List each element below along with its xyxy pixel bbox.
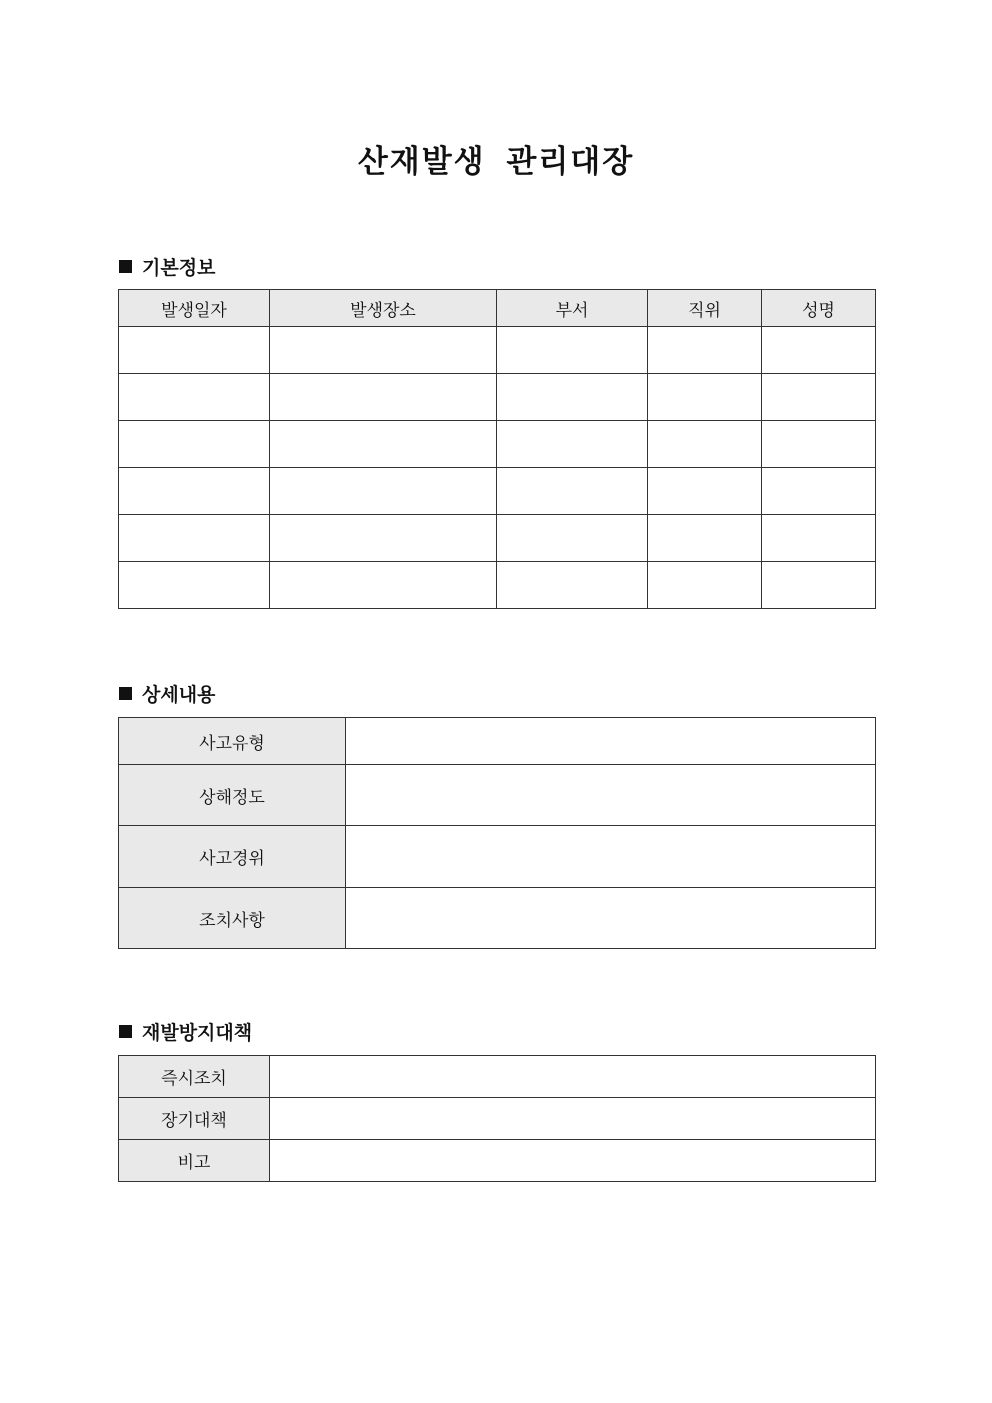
table-cell[interactable] [497,374,648,421]
table-cell[interactable] [119,421,270,468]
row-value-remarks[interactable] [270,1140,876,1182]
section-heading-prevention [119,1018,252,1045]
square-bullet-icon [119,687,132,700]
table-cell[interactable] [497,468,648,515]
table-row [119,515,876,562]
square-bullet-icon [119,1025,132,1038]
row-label-accident-type: 사고유형 [119,718,346,765]
table-cell[interactable] [119,562,270,609]
column-header-date: 발생일자 [119,290,270,327]
table-cell[interactable] [119,374,270,421]
row-label-remarks: 비고 [119,1140,270,1182]
table-cell[interactable] [762,468,876,515]
table-cell[interactable] [762,374,876,421]
table-cell[interactable] [270,327,497,374]
section-heading-label: 상세내용 [142,684,216,706]
table-cell[interactable] [648,327,762,374]
table-row [119,718,876,765]
table-cell[interactable] [119,468,270,515]
row-value-accident-type[interactable] [346,718,876,765]
row-value-long-term-measure[interactable] [270,1098,876,1140]
table-cell[interactable] [497,327,648,374]
prevention-table [118,1055,876,1182]
table-row [119,765,876,826]
row-value-immediate-action[interactable] [270,1056,876,1098]
table-cell[interactable] [762,515,876,562]
table-header-row [119,290,876,327]
details-table [118,717,876,949]
table-row [119,562,876,609]
table-cell[interactable] [648,515,762,562]
column-header-department: 부서 [497,290,648,327]
table-cell[interactable] [648,374,762,421]
table-cell[interactable] [762,421,876,468]
table-row [119,826,876,888]
basic-info-table [118,289,876,609]
row-value-accident-circumstances[interactable] [346,826,876,888]
table-row [119,374,876,421]
row-label-injury-severity: 상해정도 [119,765,346,826]
row-label-immediate-action: 즉시조치 [119,1056,270,1098]
section-heading-label: 재발방지대책 [142,1022,253,1044]
table-cell[interactable] [270,515,497,562]
section-heading-basic-info [119,253,215,280]
table-cell[interactable] [497,515,648,562]
table-cell[interactable] [270,562,497,609]
table-row [119,1140,876,1182]
column-header-name: 성명 [762,290,876,327]
table-cell[interactable] [762,327,876,374]
row-label-long-term-measure: 장기대책 [119,1098,270,1140]
table-cell[interactable] [270,374,497,421]
table-cell[interactable] [648,562,762,609]
column-header-position: 직위 [648,290,762,327]
table-row [119,1098,876,1140]
table-cell[interactable] [119,515,270,562]
table-row [119,1056,876,1098]
table-cell[interactable] [497,421,648,468]
row-label-accident-circumstances: 사고경위 [119,826,346,888]
table-cell[interactable] [497,562,648,609]
column-header-location: 발생장소 [270,290,497,327]
table-cell[interactable] [762,562,876,609]
table-row [119,468,876,515]
row-label-actions-taken: 조치사항 [119,888,346,949]
row-value-actions-taken[interactable] [346,888,876,949]
table-cell[interactable] [270,468,497,515]
square-bullet-icon [119,260,132,273]
table-row [119,327,876,374]
table-cell[interactable] [270,421,497,468]
row-value-injury-severity[interactable] [346,765,876,826]
section-heading-details [119,680,215,707]
page-title: 산재발생 관리대장 [357,144,635,180]
table-cell[interactable] [648,421,762,468]
table-cell[interactable] [648,468,762,515]
table-row [119,888,876,949]
section-heading-label: 기본정보 [142,257,216,279]
table-row [119,421,876,468]
table-cell[interactable] [119,327,270,374]
